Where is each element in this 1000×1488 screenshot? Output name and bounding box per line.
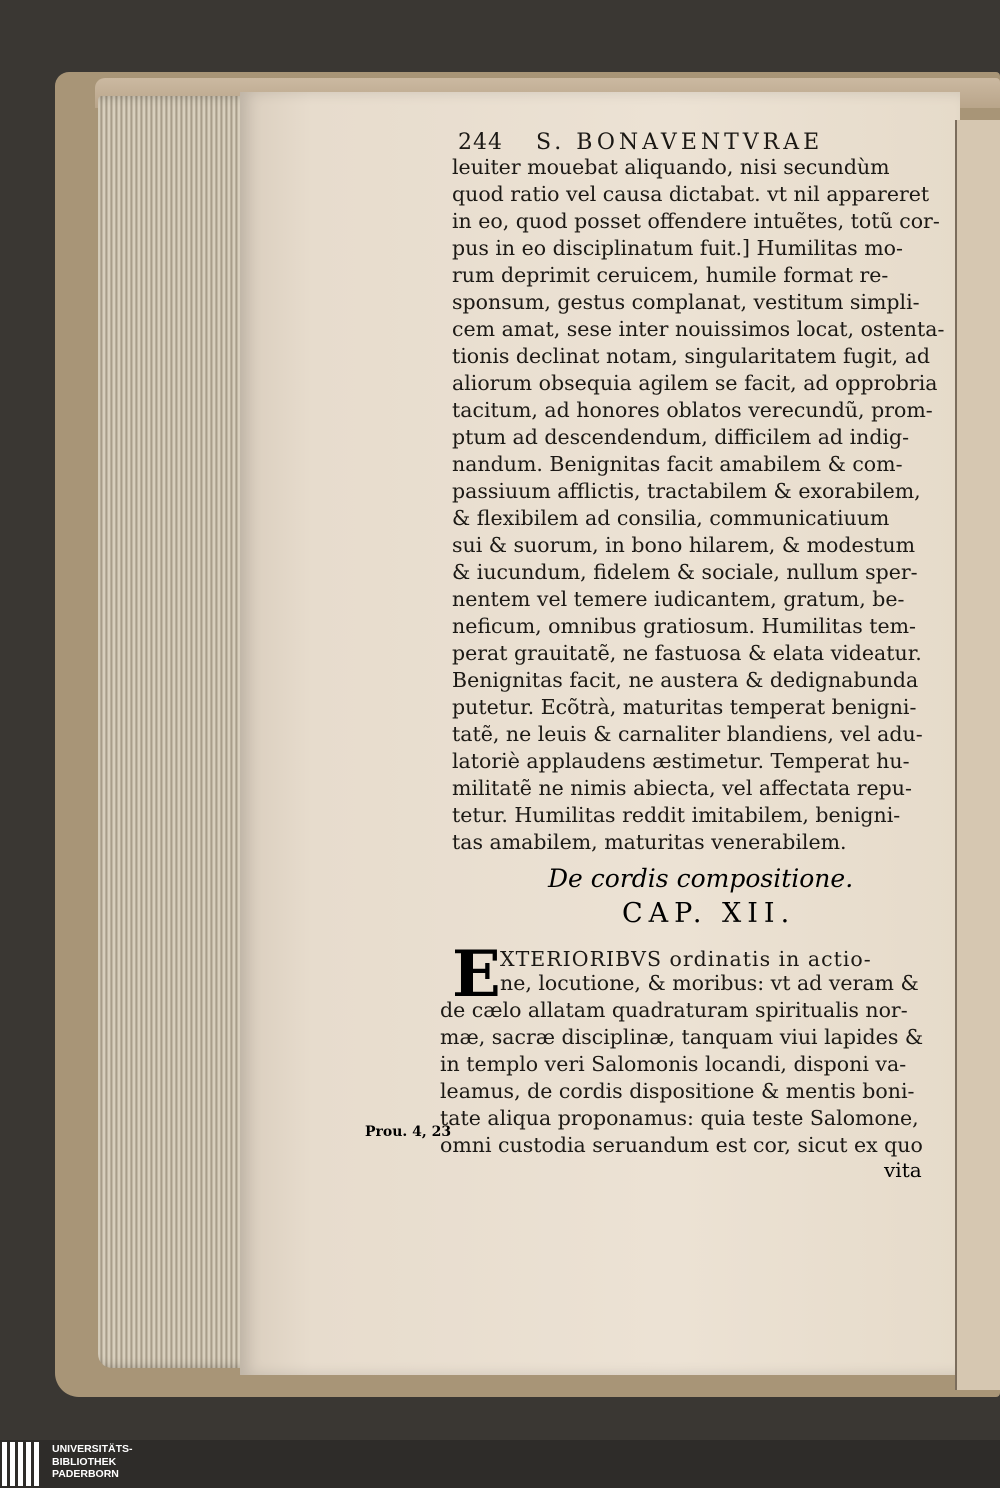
chapter-title: De cordis compositione. — [548, 864, 854, 893]
logo-line: UNIVERSITÄTS- — [52, 1443, 133, 1455]
text-line: tate aliqua proponamus: quia teste Salomone, — [440, 1106, 919, 1130]
footer-bar — [0, 1440, 1000, 1488]
text-line: de cælo allatam quadraturam spiritualis nor- — [440, 998, 908, 1022]
text-line: latoriè applaudens æstimetur. Temperat hu- — [452, 749, 910, 773]
text-line: in templo veri Salomonis locandi, disponi va- — [440, 1052, 907, 1076]
logo-line: BIBLIOTHEK — [52, 1455, 117, 1468]
text-line: omni custodia seruandum est cor, sicut ex quo — [440, 1133, 923, 1157]
text-line: XTERIORIBVS ordinatis in actio- — [500, 947, 872, 971]
text-line: cem amat, sese inter nouissimos locat, ostenta- — [452, 317, 945, 341]
text-line: sui & suorum, in bono hilarem, & modestum — [452, 533, 916, 557]
running-head: S. BONAVENTVRAE — [536, 130, 824, 155]
text-line: militatẽ ne nimis abiecta, vel affectata repu- — [452, 776, 912, 800]
text-line: ne, locutione, & moribus: vt ad veram & — [500, 971, 919, 995]
text-line: passiuum afflictis, tractabilem & exorabilem, — [452, 479, 921, 503]
text-line: in eo, quod posset offendere intuẽtes, totũ cor- — [452, 209, 940, 233]
text-line: nentem vel temere iudicantem, gratum, be- — [452, 587, 905, 611]
text-line: ptum ad descendendum, difficilem ad indig- — [452, 425, 910, 449]
text-line: tionis declinat notam, singularitatem fugit, ad — [452, 344, 931, 368]
text-line: Benignitas facit, ne austera & dedignabunda — [452, 668, 919, 692]
text-line: leuiter mouebat aliquando, nisi secundùm — [452, 155, 890, 179]
library-logo-text — [52, 1443, 133, 1481]
text-line: & flexibilem ad consilia, communicatiuum — [452, 506, 890, 530]
text-line: perat grauitatẽ, ne fastuosa & elata videatur. — [452, 641, 922, 665]
text-line: rum deprimit ceruicem, humile format re- — [452, 263, 889, 287]
library-logo-icon — [0, 1442, 44, 1486]
text-line: nandum. Benignitas facit amabilem & com- — [452, 452, 903, 476]
facing-page-edge — [955, 120, 1000, 1390]
text-line: sponsum, gestus complanat, vestitum simpli- — [452, 290, 920, 314]
text-line: mæ, sacræ disciplinæ, tanquam viui lapides & — [440, 1025, 924, 1049]
text-line: tacitum, ad honores oblatos verecundũ, prom- — [452, 398, 933, 422]
margin-note: Prou. 4, 23 — [365, 1124, 452, 1140]
logo-line: PADERBORN — [52, 1468, 119, 1480]
text-line: aliorum obsequia agilem se facit, ad opprobria — [452, 371, 938, 395]
drop-cap-initial: E — [452, 937, 501, 1012]
catchword: vita — [884, 1158, 922, 1182]
text-line: tetur. Humilitas reddit imitabilem, benigni- — [452, 803, 901, 827]
text-line: neficum, omnibus gratiosum. Humilitas tem- — [452, 614, 916, 638]
chapter-number: CAP. XII. — [622, 898, 796, 929]
text-line: putetur. Ecõtrà, maturitas temperat benigni- — [452, 695, 917, 719]
text-line: tas amabilem, maturitas venerabilem. — [452, 830, 847, 854]
text-line: tatẽ, ne leuis & carnaliter blandiens, vel adu- — [452, 722, 923, 746]
text-line: & iucundum, fidelem & sociale, nullum sper- — [452, 560, 918, 584]
text-line: quod ratio vel causa dictabat. vt nil appareret — [452, 182, 930, 206]
page-header — [458, 130, 928, 154]
text-line: pus in eo disciplinatum fuit.] Humilitas mo- — [452, 236, 903, 260]
page-number: 244 — [458, 130, 503, 155]
text-line: leamus, de cordis dispositione & mentis boni- — [440, 1079, 915, 1103]
